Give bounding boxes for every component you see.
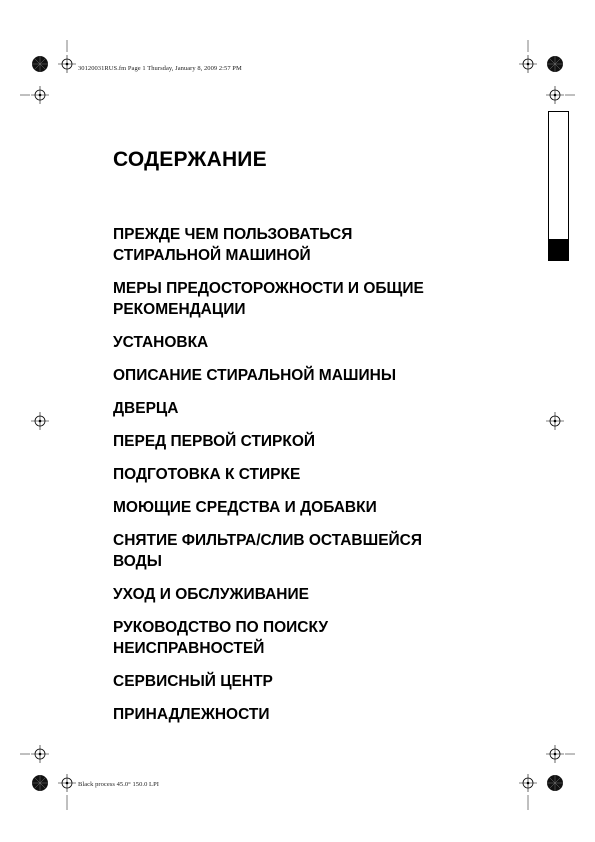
toc-entry-line: МЕРЫ ПРЕДОСТОРОЖНОСТИ И ОБЩИЕ <box>113 280 424 297</box>
toc-entry[interactable] <box>113 530 513 572</box>
toc-entry-line: ВОДЫ <box>113 553 162 570</box>
toc-entry-line: РУКОВОДСТВО ПО ПОИСКУ <box>113 619 328 636</box>
registration-star-icon <box>32 56 48 72</box>
registration-cross-icon <box>546 86 564 104</box>
toc-entry[interactable] <box>113 464 513 485</box>
toc-entry[interactable] <box>113 398 513 419</box>
toc-entry-line: СТИРАЛЬНОЙ МАШИНОЙ <box>113 247 311 264</box>
section-tab-outline <box>548 111 569 239</box>
page-title: СОДЕРЖАНИЕ <box>113 148 267 171</box>
toc-entry-line: РЕКОМЕНДАЦИИ <box>113 301 246 318</box>
toc-entry-line: МОЮЩИЕ СРЕДСТВА И ДОБАВКИ <box>113 499 377 516</box>
toc-entry[interactable] <box>113 278 513 320</box>
toc-entry-line: ПРИНАДЛЕЖНОСТИ <box>113 706 270 723</box>
toc-entry[interactable] <box>113 704 513 725</box>
registration-cross-icon <box>546 745 564 763</box>
toc-entry[interactable] <box>113 584 513 605</box>
registration-cross-icon <box>31 86 49 104</box>
toc-entry-line: ПРЕЖДЕ ЧЕМ ПОЛЬЗОВАТЬСЯ <box>113 226 353 243</box>
toc-entry-line: УХОД И ОБСЛУЖИВАНИЕ <box>113 586 309 603</box>
toc-entry[interactable] <box>113 671 513 692</box>
toc-entry-line: ОПИСАНИЕ СТИРАЛЬНОЙ МАШИНЫ <box>113 367 396 384</box>
toc-entry[interactable] <box>113 365 513 386</box>
registration-star-icon <box>547 775 563 791</box>
registration-star-icon <box>547 56 563 72</box>
toc-entry[interactable] <box>113 497 513 518</box>
registration-cross-icon <box>546 412 564 430</box>
registration-cross-icon <box>58 55 76 73</box>
toc-entry-line: СНЯТИЕ ФИЛЬТРА/СЛИВ ОСТАВШЕЙСЯ <box>113 532 423 549</box>
section-tab-marker <box>548 239 569 261</box>
toc-entry-line: УСТАНОВКА <box>113 334 209 351</box>
registration-cross-icon <box>31 412 49 430</box>
toc-entry[interactable] <box>113 332 513 353</box>
registration-cross-icon <box>31 745 49 763</box>
table-of-contents <box>113 224 513 725</box>
registration-star-icon <box>32 775 48 791</box>
toc-entry-line: СЕРВИСНЫЙ ЦЕНТР <box>113 673 273 690</box>
toc-entry[interactable] <box>113 617 513 659</box>
toc-entry-line: НЕИСПРАВНОСТЕЙ <box>113 640 265 657</box>
registration-cross-icon <box>519 774 537 792</box>
header-slug: 30120031RUS.fm Page 1 Thursday, January 8, 2009 2:57 PM <box>78 65 242 72</box>
registration-cross-icon <box>519 55 537 73</box>
footer-slug: Black process 45.0° 150.0 LPI <box>78 781 159 788</box>
toc-entry-line: ДВЕРЦА <box>113 400 179 417</box>
registration-cross-icon <box>58 774 76 792</box>
toc-entry[interactable] <box>113 224 513 266</box>
toc-entry[interactable] <box>113 431 513 452</box>
toc-entry-line: ПОДГОТОВКА К СТИРКЕ <box>113 466 301 483</box>
toc-entry-line: ПЕРЕД ПЕРВОЙ СТИРКОЙ <box>113 433 316 450</box>
